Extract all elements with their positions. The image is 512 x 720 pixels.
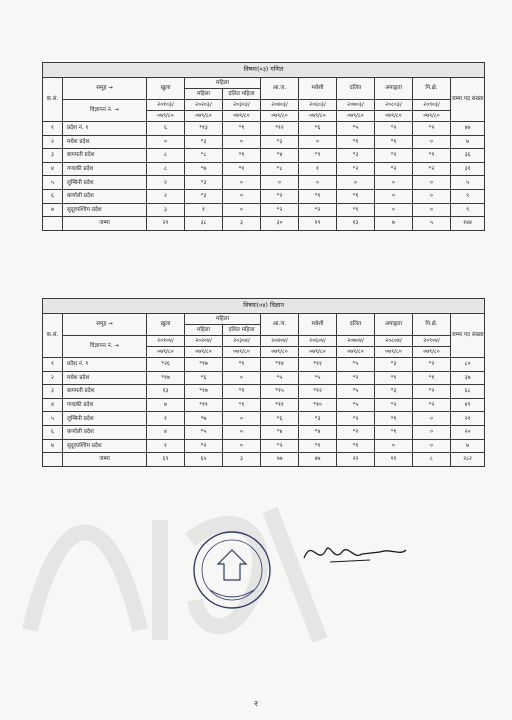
advert-year: ०७९/८० xyxy=(375,347,413,358)
advert-number: २०९०४/ xyxy=(413,336,451,347)
post-count: ० xyxy=(223,439,261,453)
post-count: *२ xyxy=(413,398,451,412)
serial-number: ३ xyxy=(43,149,63,163)
post-count: ८ xyxy=(147,149,185,163)
row-total: ७ xyxy=(451,439,485,453)
advert-year: ०७९/८० xyxy=(147,347,185,358)
advert-number: २०३०३/ xyxy=(223,100,261,111)
post-count: ० xyxy=(147,135,185,149)
serial-number: १ xyxy=(43,358,63,372)
post-count: *३ xyxy=(299,412,337,426)
advert-year: ०७९/८० xyxy=(337,347,375,358)
advert-number: २०९०३/ xyxy=(413,100,451,111)
post-count: *१७ xyxy=(147,371,185,385)
column-header: खुला xyxy=(147,314,185,336)
row-total: ३१ xyxy=(451,162,485,176)
women-group-header: महिला xyxy=(185,78,261,89)
column-total: ३ xyxy=(223,217,261,230)
post-count: ० xyxy=(413,135,451,149)
post-count: *३ xyxy=(375,358,413,372)
post-count: २ xyxy=(147,176,185,190)
post-count: *१ xyxy=(413,149,451,163)
post-count: *५ xyxy=(337,385,375,399)
province-name: मधेश प्रदेश xyxy=(63,371,147,385)
column-header: आ.ज. xyxy=(261,314,299,336)
post-count: *२ xyxy=(337,412,375,426)
table-row xyxy=(43,122,485,136)
advert-number: २०३०४/ xyxy=(223,336,261,347)
province-name: सुदूरपश्चिम प्रदेश xyxy=(63,203,147,217)
province-name: कर्णाली प्रदेश xyxy=(63,425,147,439)
group-header: समूह → xyxy=(63,314,147,336)
column-header: पि.क्षे. xyxy=(413,78,451,100)
row-total: ९ xyxy=(451,203,485,217)
post-count: *७ xyxy=(185,162,223,176)
post-count: *२६ xyxy=(147,358,185,372)
group-header: समूह → xyxy=(63,78,147,100)
column-header: मधेशी xyxy=(299,78,337,100)
serial-number: ७ xyxy=(43,203,63,217)
table-row xyxy=(43,135,485,149)
post-count: *२ xyxy=(375,398,413,412)
post-count: ० xyxy=(223,412,261,426)
post-count: *१ xyxy=(223,358,261,372)
post-count: *६ xyxy=(261,412,299,426)
post-count: ० xyxy=(375,189,413,203)
advert-year: ०७९/८० xyxy=(223,111,261,122)
serial-number: ४ xyxy=(43,398,63,412)
column-total: ४७ xyxy=(299,453,337,466)
province-name: लुम्बिनी प्रदेश xyxy=(63,412,147,426)
watermark-graphic xyxy=(20,480,340,660)
post-count: ७ xyxy=(147,398,185,412)
column-header: दलित xyxy=(337,314,375,336)
table-row xyxy=(43,371,485,385)
post-count: १३ xyxy=(147,385,185,399)
post-count: ० xyxy=(299,135,337,149)
advert-row xyxy=(43,100,485,111)
post-count: *६ xyxy=(299,122,337,136)
post-count: ० xyxy=(413,412,451,426)
post-count: *२ xyxy=(261,189,299,203)
table-title: विषयः(०३) गणित xyxy=(43,63,485,78)
advert-number: २०२०३/ xyxy=(185,100,223,111)
post-count: *१ xyxy=(375,371,413,385)
post-count: ० xyxy=(223,203,261,217)
column-total: ३८ xyxy=(185,217,223,230)
post-count: *२ xyxy=(337,162,375,176)
advert-year: ०७९/८० xyxy=(261,111,299,122)
column-total: ३ xyxy=(223,453,261,466)
post-count: ० xyxy=(375,176,413,190)
advert-year: ०७९/८० xyxy=(185,347,223,358)
row-total: ६८ xyxy=(451,385,485,399)
blank-cell xyxy=(43,453,63,466)
advert-year: ०७९/८० xyxy=(261,347,299,358)
advert-year: ०७९/८० xyxy=(337,111,375,122)
column-total: ६५ xyxy=(185,453,223,466)
table-row xyxy=(43,149,485,163)
post-count: *१७ xyxy=(185,358,223,372)
post-count: *२ xyxy=(413,122,451,136)
post-count: *१२ xyxy=(299,358,337,372)
post-count: *१० xyxy=(299,398,337,412)
post-count: १ xyxy=(147,412,185,426)
post-count: ० xyxy=(375,203,413,217)
column-total: २९ xyxy=(147,217,185,230)
advert-number: २०८०३/ xyxy=(375,100,413,111)
post-count: २ xyxy=(147,189,185,203)
post-count: ० xyxy=(261,176,299,190)
table-row xyxy=(43,162,485,176)
province-name: कर्णाली प्रदेश xyxy=(63,189,147,203)
post-count: *२ xyxy=(337,371,375,385)
post-count: *१ xyxy=(337,439,375,453)
row-total: ७ xyxy=(451,135,485,149)
post-count: *२ xyxy=(413,162,451,176)
serial-number: १ xyxy=(43,122,63,136)
post-count: *१ xyxy=(299,189,337,203)
header-row xyxy=(43,314,485,325)
serial-number: २ xyxy=(43,371,63,385)
post-count: *१७ xyxy=(185,385,223,399)
column-header: खुला xyxy=(147,78,185,100)
advert-label: विज्ञापन नं. → xyxy=(63,100,147,122)
table-row xyxy=(43,398,485,412)
post-count: *५ xyxy=(337,358,375,372)
table-row xyxy=(43,203,485,217)
science-table xyxy=(42,298,484,467)
serial-number: ७ xyxy=(43,439,63,453)
table-row xyxy=(43,385,485,399)
post-count: *१ xyxy=(299,439,337,453)
math-table xyxy=(42,62,484,231)
post-count: *१२ xyxy=(299,385,337,399)
advert-year: ०७९/८० xyxy=(413,111,451,122)
post-count: *४ xyxy=(261,149,299,163)
post-count: ० xyxy=(223,371,261,385)
post-count: ४ xyxy=(147,425,185,439)
advert-label: विज्ञापन नं. → xyxy=(63,336,147,358)
post-count: *३ xyxy=(337,149,375,163)
grand-total: १४४ xyxy=(451,217,485,230)
post-count: *१५ xyxy=(261,385,299,399)
total-row xyxy=(43,217,485,230)
serial-number: ६ xyxy=(43,189,63,203)
post-count: *१ xyxy=(337,135,375,149)
post-count: *१४ xyxy=(261,358,299,372)
post-count: *२ xyxy=(413,358,451,372)
advert-row xyxy=(43,336,485,347)
post-count: ० xyxy=(413,425,451,439)
advert-year: ०७९/८० xyxy=(299,347,337,358)
table-row xyxy=(43,176,485,190)
blank-cell xyxy=(43,217,63,230)
post-count: *१ xyxy=(223,149,261,163)
total-label: जम्मा xyxy=(63,453,147,466)
post-count: *५ xyxy=(185,425,223,439)
total-row xyxy=(43,453,485,466)
row-total: ३७ xyxy=(451,371,485,385)
column-header: दलित xyxy=(337,78,375,100)
post-count: *२ xyxy=(185,439,223,453)
column-header: मधेशी xyxy=(299,314,337,336)
post-count: *३ xyxy=(185,176,223,190)
table-title: विषयः(०४) विज्ञान xyxy=(43,299,485,314)
header-row xyxy=(43,78,485,89)
advert-year: ०७९/८० xyxy=(185,111,223,122)
advert-year: ०७९/८० xyxy=(223,347,261,358)
post-count: *३ xyxy=(261,135,299,149)
serial-number: २ xyxy=(43,135,63,149)
table-title-row xyxy=(43,63,485,78)
post-count: *१३ xyxy=(185,122,223,136)
serial-number: ५ xyxy=(43,412,63,426)
province-name: मधेश प्रदेश xyxy=(63,135,147,149)
post-count: *३ xyxy=(185,135,223,149)
advert-number: २०१०३/ xyxy=(147,100,185,111)
post-count: *२ xyxy=(337,425,375,439)
post-count: *१ xyxy=(375,135,413,149)
advert-year: ०७९/८० xyxy=(375,111,413,122)
advert-number: २०७०३/ xyxy=(337,100,375,111)
post-count: ० xyxy=(337,176,375,190)
column-total: ७ xyxy=(375,217,413,230)
post-count: ० xyxy=(223,189,261,203)
column-total: ८ xyxy=(413,453,451,466)
column-total: ५७ xyxy=(261,453,299,466)
advert-year: ०७९/८० xyxy=(147,111,185,122)
column-header: दलित महिला xyxy=(223,325,261,336)
row-total: २१ xyxy=(451,412,485,426)
column-total: १३ xyxy=(337,217,375,230)
post-count: ० xyxy=(413,176,451,190)
post-count: *५ xyxy=(261,371,299,385)
women-group-header: महिला xyxy=(185,314,261,325)
post-count: *२ xyxy=(299,203,337,217)
post-count: *२ xyxy=(261,439,299,453)
post-count: ० xyxy=(375,439,413,453)
column-total: ५ xyxy=(413,217,451,230)
advert-number: २०६०४/ xyxy=(299,336,337,347)
row-total: ३६ xyxy=(451,149,485,163)
province-name: बागमती प्रदेश xyxy=(63,149,147,163)
post-count: १ xyxy=(299,162,337,176)
advert-year: ०७९/८० xyxy=(299,111,337,122)
post-count: ० xyxy=(413,203,451,217)
post-count: *४ xyxy=(261,425,299,439)
post-count: ६ xyxy=(147,122,185,136)
post-count: *१ xyxy=(223,122,261,136)
table-row xyxy=(43,439,485,453)
advert-year: ०७९/८० xyxy=(413,347,451,358)
post-count: *२ xyxy=(261,203,299,217)
post-count: *९ xyxy=(299,149,337,163)
post-count: ० xyxy=(413,189,451,203)
province-name: गण्डकी प्रदेश xyxy=(63,162,147,176)
post-count: *५ xyxy=(299,371,337,385)
post-count: *१ xyxy=(375,425,413,439)
post-count: ० xyxy=(299,176,337,190)
serial-number: ३ xyxy=(43,385,63,399)
page-number: २ xyxy=(253,699,259,708)
post-count: *१ xyxy=(375,412,413,426)
province-name: प्रदेश नं. १ xyxy=(63,122,147,136)
post-count: *३ xyxy=(375,385,413,399)
post-count: *३ xyxy=(185,189,223,203)
column-total: १९ xyxy=(299,217,337,230)
total-header: जम्मा पद संख्या xyxy=(451,78,485,122)
post-count: ० xyxy=(413,439,451,453)
province-name: लुम्बिनी प्रदेश xyxy=(63,176,147,190)
province-name: सुदूरपश्चिम प्रदेश xyxy=(63,439,147,453)
serial-number: ४ xyxy=(43,162,63,176)
province-name: बागमती प्रदेश xyxy=(63,385,147,399)
post-count: *८ xyxy=(185,149,223,163)
serial-header: क.सं. xyxy=(43,314,63,358)
serial-number: ६ xyxy=(43,425,63,439)
row-total: ४९ xyxy=(451,398,485,412)
table-row xyxy=(43,189,485,203)
serial-header: क.सं. xyxy=(43,78,63,122)
column-header: अपाङ्गता xyxy=(375,78,413,100)
column-total: ६९ xyxy=(147,453,185,466)
post-count: १ xyxy=(185,203,223,217)
column-header: महिला xyxy=(185,325,223,336)
post-count: ८ xyxy=(147,162,185,176)
advert-number: २०१०४/ xyxy=(147,336,185,347)
province-name: प्रदेश नं. १ xyxy=(63,358,147,372)
post-count: *१ xyxy=(223,385,261,399)
post-count: *१ xyxy=(337,189,375,203)
post-count: *२ xyxy=(375,122,413,136)
post-count: *१ xyxy=(223,398,261,412)
column-header: दलित महिला xyxy=(223,89,261,100)
post-count: *८ xyxy=(261,162,299,176)
post-count: *१ xyxy=(413,371,451,385)
column-header: महिला xyxy=(185,89,223,100)
post-count: *७ xyxy=(185,412,223,426)
post-count: ३ xyxy=(147,203,185,217)
advert-number: २०६०३/ xyxy=(299,100,337,111)
post-count: *५ xyxy=(337,398,375,412)
post-count: *११ xyxy=(261,398,299,412)
row-total: ४७ xyxy=(451,122,485,136)
column-total: ३० xyxy=(261,217,299,230)
advert-number: २०७०४/ xyxy=(337,336,375,347)
post-count: *५ xyxy=(337,122,375,136)
column-header: आ.ज. xyxy=(261,78,299,100)
table-row xyxy=(43,358,485,372)
post-count: *६ xyxy=(185,371,223,385)
advert-number: २०२०४/ xyxy=(185,336,223,347)
office-seal xyxy=(190,528,274,612)
post-count: *४ xyxy=(299,425,337,439)
post-count: *१ xyxy=(223,162,261,176)
column-header: अपाङ्गता xyxy=(375,314,413,336)
post-count: ० xyxy=(223,425,261,439)
advert-number: २०८०४/ xyxy=(375,336,413,347)
grand-total: २८२ xyxy=(451,453,485,466)
table-row xyxy=(43,412,485,426)
post-count: १ xyxy=(147,439,185,453)
post-count: *२ xyxy=(413,385,451,399)
total-label: जम्मा xyxy=(63,217,147,230)
post-count: *११ xyxy=(185,398,223,412)
serial-number: ५ xyxy=(43,176,63,190)
row-total: ९ xyxy=(451,189,485,203)
table-title-row xyxy=(43,299,485,314)
row-total: ८० xyxy=(451,358,485,372)
row-total: २० xyxy=(451,425,485,439)
province-name: गण्डकी प्रदेश xyxy=(63,398,147,412)
post-count: ० xyxy=(223,176,261,190)
column-header: पि.क्षे. xyxy=(413,314,451,336)
column-total: ११ xyxy=(375,453,413,466)
post-count: *२ xyxy=(375,162,413,176)
advert-number: २०४०४/ xyxy=(261,336,299,347)
signature xyxy=(300,532,410,572)
row-total: ५ xyxy=(451,176,485,190)
post-count: *१२ xyxy=(261,122,299,136)
post-count: ० xyxy=(223,135,261,149)
total-header: जम्मा पद संख्या xyxy=(451,314,485,358)
post-count: *१ xyxy=(337,203,375,217)
column-total: २२ xyxy=(337,453,375,466)
post-count: *२ xyxy=(375,149,413,163)
advert-number: २०४०३/ xyxy=(261,100,299,111)
table-row xyxy=(43,425,485,439)
